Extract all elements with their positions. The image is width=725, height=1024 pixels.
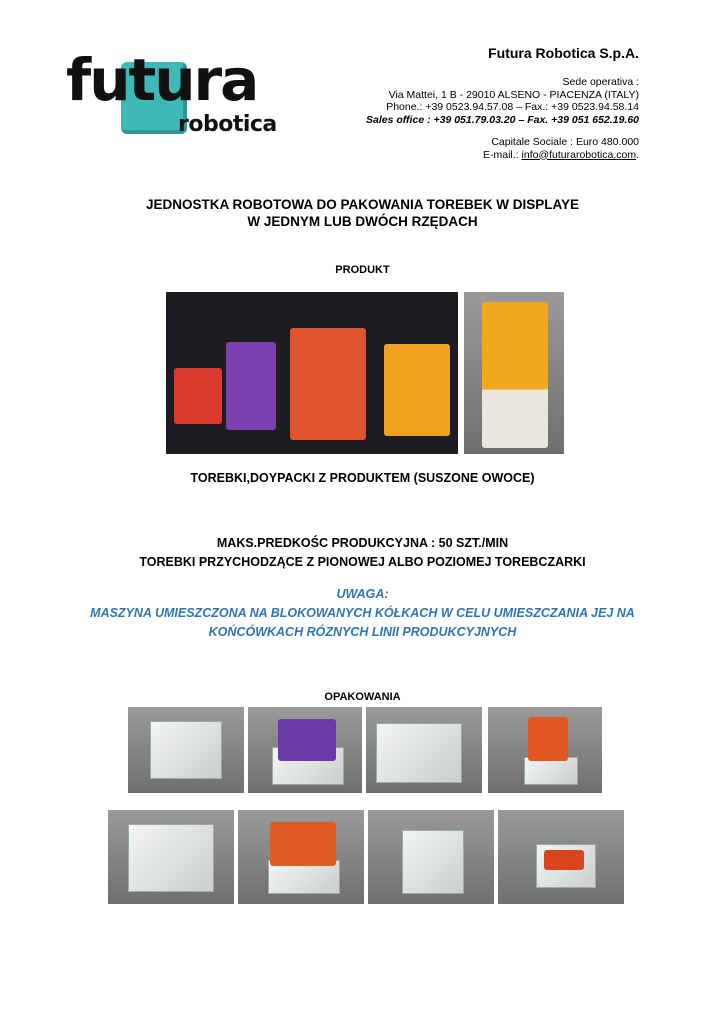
document-title <box>0 196 725 230</box>
product-photo-bags <box>166 292 458 454</box>
capital: Capitale Sociale : Euro 480.000 <box>491 136 639 148</box>
packaging-heading: OPAKOWANIA <box>324 691 401 703</box>
email-link[interactable]: info@futurarobotica.com <box>521 148 637 161</box>
max-speed: MAKS.PREDKOŚC PRODUKCYJNA : 50 SZT./MIN <box>216 536 509 550</box>
title-line-1: JEDNOSTKA ROBOTOWA DO PAKOWANIA TOREBEK W DISPLAYE <box>145 197 580 212</box>
note-line-1: MASZYNA UMIESZCZONA NA BLOKOWANYCH KÓŁKACH W CELU UMIESZCZANIA JEJ NA <box>90 606 635 620</box>
product-photo-doypack <box>464 292 564 454</box>
sede-label: Sede operativa : <box>562 76 639 88</box>
logo-subwordmark: robotica <box>178 112 277 137</box>
packaging-photo-1 <box>128 707 244 793</box>
company-logo <box>66 46 278 142</box>
packaging-photo-7 <box>368 810 494 904</box>
title-line-2: W JEDNYM LUB DWÓCH RZĘDACH <box>247 214 478 229</box>
packaging-photo-3 <box>366 707 482 793</box>
company-name: Futura Robotica S.p.A. <box>488 45 639 61</box>
packaging-photo-6 <box>238 810 364 904</box>
address: Via Mattei, 1 B - 29010 ALSENO - PIACENZA (ITALY) <box>388 88 639 101</box>
note-line-2: KOŃCÓWKACH RÓZNYCH LINII PRODUKCYJNYCH <box>208 625 517 639</box>
product-caption: TOREBKI,DOYPACKI Z PRODUKTEM (SUSZONE OWOCE) <box>190 471 535 485</box>
packaging-photo-5 <box>108 810 234 904</box>
bag-source: TOREBKI PRZYCHODZĄCE Z PIONOWEJ ALBO POZIOMEJ TOREBCZARKI <box>139 555 586 569</box>
packaging-photo-4 <box>488 707 602 793</box>
product-heading: PRODUKT <box>335 264 390 276</box>
sales-office: Sales office : +39 051.79.03.20 – Fax. +39 051 652.19.60 <box>365 113 639 126</box>
packaging-photo-2 <box>248 707 362 793</box>
note-label: UWAGA: <box>336 587 389 601</box>
phone-fax: Phone.: +39 0523.94.57.08 – Fax.: +39 0523.94.58.14 <box>386 101 639 113</box>
email-label: E-mail.: <box>483 148 522 161</box>
packaging-photo-8 <box>498 810 624 904</box>
email-line <box>366 149 639 162</box>
contact-block <box>366 76 639 161</box>
email-suffix: . <box>636 148 639 161</box>
logo-wordmark: futura <box>66 46 258 114</box>
